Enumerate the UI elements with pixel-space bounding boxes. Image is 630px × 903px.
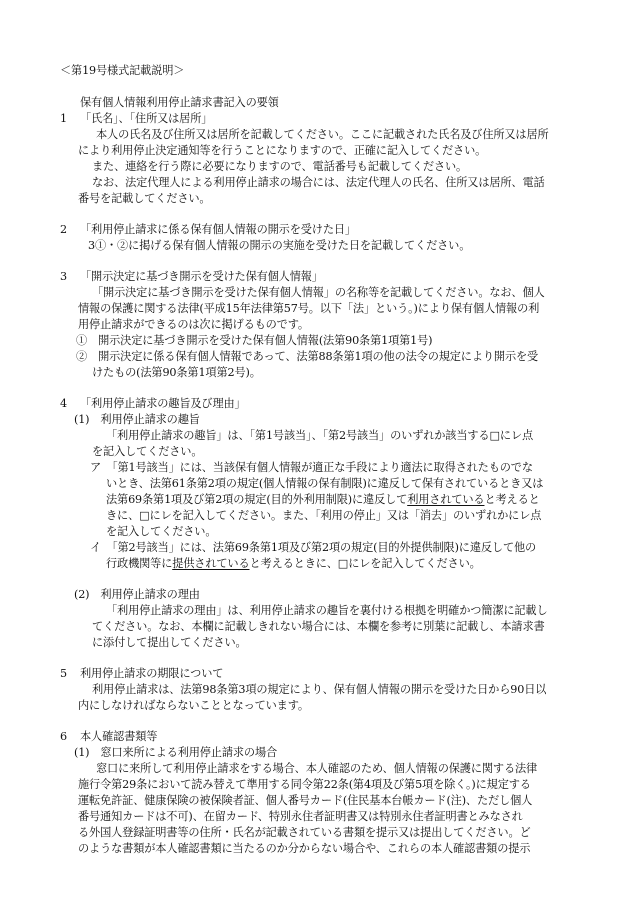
section-4-sub2-line: に添付して提出してください。 (92, 636, 247, 649)
section-4-heading: 「利用停止請求の趣旨及び理由」 (80, 397, 246, 410)
document-header: ＜第19号様式記載説明＞ (60, 64, 185, 77)
section-4-number: 4 (60, 397, 67, 410)
section-6-sub1-line: 運転免許証、健康保険の被保険者証、個人番号カード(住民基本台帳カード(注)、ただし個人 (78, 794, 533, 807)
section-3-line: けたもの(法第90条第1項第2号)。 (92, 366, 261, 379)
section-1-line: 本人の氏名及び住所又は居所を記載してください。ここに記載された氏名及び住所又は居所 (96, 128, 549, 141)
section-3-number: 3 (60, 270, 67, 283)
section-1-line: また、連絡を行う際に必要になりますので、電話番号も記載してください。 (92, 160, 468, 173)
section-6-sub1-line: 窓口に来所して利用停止請求をする場合、本人確認のため、個人情報の保護に関する法律 (96, 762, 538, 775)
section-3-heading: 「開示決定に基づき開示を受けた保有個人情報」 (80, 270, 323, 283)
section-4-sub2-heading: (2) 利用停止請求の理由 (74, 588, 200, 601)
section-4-sub1-heading: (1) 利用停止請求の趣旨 (74, 413, 200, 426)
section-6-number: 6 (60, 730, 67, 743)
section-4-sub1-line: 「利用停止請求の趣旨」は、「第1号該当」、「第2号該当」のいずれか該当する□にレ点 (106, 429, 533, 442)
section-1-heading: 「氏名」、「住所又は居所」 (80, 112, 213, 125)
section-4-sub1-line: を記入してください。 (92, 445, 203, 458)
section-5-number: 5 (60, 667, 67, 680)
section-3-line: 「開示決定に基づき開示を受けた保有個人情報」の名称等を記載してください。なお、個人 (92, 286, 545, 299)
section-1-line: 番号を記載してください。 (78, 192, 211, 205)
section-4-sub2-line: 「利用停止請求の理由」は、利用停止請求の趣旨を裏付ける根拠を明確かつ簡潔に記載し (106, 604, 548, 617)
section-5-line: 内にしなければならないこととなっています。 (78, 699, 309, 712)
section-4-sub1-line: きに、□にレを記入してください。また、「利用の停止」又は「消去」のいずれかにレ点 (106, 509, 542, 522)
section-1-line: により利用停止決定通知等を行うことになりますので、正確に記入してください。 (78, 144, 487, 157)
section-6-sub1-line: のような書類が本人確認書類に当たるのか分からない場合や、これらの本人確認書類の提示 (78, 842, 531, 855)
section-3-line: 情報の保護に関する法律(平成15年法律第57号。以下「法」という。)により保有個人情報の利 (78, 302, 540, 315)
section-4-sub1-line: 法第69条第1項及び第2項の規定(目的外利用制限)に違反して利用されていると考えると (106, 493, 540, 506)
section-4-item-i: イ 「第2号該当」には、法第69条第1項及び第2項の規定(目的外提供制限)に違反して他の (90, 541, 537, 554)
section-4-sub1-line: 行政機関等に提供されていると考えるときに、□にレを記入してください。 (106, 557, 481, 570)
section-5-line: 利用停止請求は、法第98条第3項の規定により、保有個人情報の開示を受けた日から90日以 (92, 683, 547, 696)
section-4-sub1-line: を記入してください。 (106, 525, 217, 538)
section-6-sub1-line: る外国人登録証明書等の住所・氏名が記載されている書類を提示又は提出してください。ど (78, 826, 531, 839)
section-5-heading: 利用停止請求の期限について (80, 667, 224, 680)
section-4-item-a: ア 「第1号該当」には、当該保有個人情報が適正な手段により適法に取得されたものでな (90, 461, 533, 474)
section-6-sub1-heading: (1) 窓口来所による利用停止請求の場合 (74, 746, 278, 759)
section-6-sub1-line: 施行令第29条において読み替えて準用する同令第22条(第4項及び第5項を除く。)に規定する (78, 778, 531, 791)
section-1-line: なお、法定代理人による利用停止請求の場合には、法定代理人の氏名、住所又は居所、電話 (92, 176, 545, 189)
document-title: 保有個人情報利用停止請求書記入の要領 (80, 96, 279, 109)
section-6-sub1-line: 番号通知カードは不可)、在留カード、特別永住者証明書又は特別永住者証明書とみなされ (78, 810, 523, 823)
section-2-number: 2 (60, 223, 67, 236)
section-4-sub2-line: てください。なお、本欄に記載しきれない場合には、本欄を参考に別葉に記載し、本請求書 (92, 620, 545, 633)
section-2-line: 3①・②に掲げる保有個人情報の開示の実施を受けた日を記載してください。 (88, 239, 471, 252)
section-4-sub1-line: いとき、法第61条第2項の規定(個人情報の保有制限)に違反して保有されているとき又は (106, 477, 544, 490)
section-3-item-1: ① 開示決定に基づき開示を受けた保有個人情報(法第90条第1項第1号) (76, 334, 433, 347)
underlined-phrase: 提供されている (172, 557, 250, 570)
section-2-heading: 「利用停止請求に係る保有個人情報の開示を受けた日」 (80, 223, 356, 236)
section-3-item-2: ② 開示決定に係る保有個人情報であって、法第88条第1項の他の法令の規定により開示を受 (76, 350, 539, 363)
section-6-heading: 本人確認書類等 (80, 730, 158, 743)
underlined-phrase: 利用されている (407, 493, 485, 506)
section-1-number: 1 (60, 112, 67, 125)
section-3-line: 用停止請求ができるのは次に掲げるものです。 (78, 318, 309, 331)
